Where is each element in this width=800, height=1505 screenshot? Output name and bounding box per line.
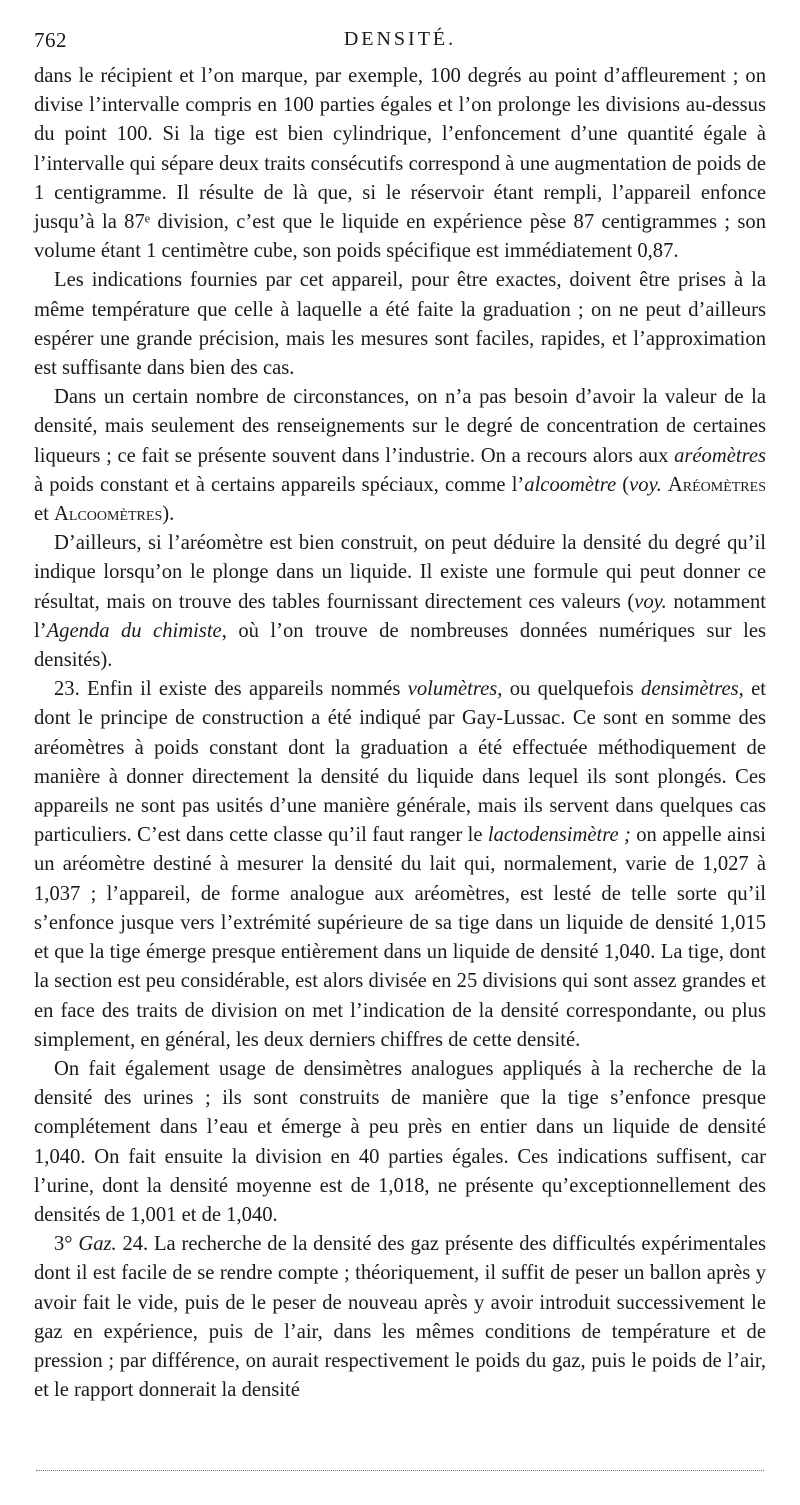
text-run: notamment l’	[34, 590, 766, 642]
text-run: , et dont le principe de construction a été indiqué par Gay-Lussac. Ce sont en somme des aréomètres à poids constant dont la graduation a été effectuée méthodiquement de manière à donner directement la densité du liquide dans lequel ils sont plongés. Ces appareils ne sont pas usités d’une manière générale, mais ils servent dans quelques cas particuliers. C’est dans cette classe qu’il faut ranger le	[34, 678, 766, 847]
cross-reference: Aréomètres	[667, 473, 766, 496]
text-run: 23. Enfin il existe des appareils nommés	[54, 678, 408, 701]
text-run: D’ailleurs, si l’aréomètre est bien construit, on peut déduire la densité du degré qu’il indique lorsqu’on le plonge dans un liquide. Il existe une formule qui peut donner ce résultat, mais on trouve des tables fournissant directement ces valeurs (	[34, 532, 766, 613]
page-number: 762	[34, 28, 67, 52]
text-run: Dans un certain nombre de circonstances, on n’a pas besoin d’avoir la valeur de la densité, mais seulement des renseignements sur le degré de concentration de certaines liqueurs ; ce fait se présente souvent dans l’industrie. On a recours alors aux	[34, 386, 766, 467]
text-run: , où l’on trouve de nombreuses données numériques sur les densités).	[34, 619, 766, 672]
italic-term: alcoomètre	[524, 473, 617, 496]
italic-term: voy.	[634, 590, 667, 613]
paragraph-5	[34, 675, 766, 1055]
paragraph-1: dans le récipient et l’on marque, par exemple, 100 degrés au point d’affleurement ; on divise l’intervalle compris en 100 parties égales et l’on prolonge les divisions au-dessus du point 100. Si la tige est bien cylindrique, l’enfoncement d’une quantité égale à l’intervalle qui sépare deux traits consécutifs correspond à une augmentation de poids de 1 centigramme. Il résulte de là que, si le réservoir étant rempli, l’appareil enfonce jusqu’à la 87ᵉ division, c’est que le liquide en expérience pèse 87 centigrammes ; son volume étant 1 centimètre cube, son poids spécifique est immédiatement 0,87.	[34, 65, 766, 263]
cross-reference: Alcoomètres	[54, 503, 163, 526]
italic-term: lactodensimètre ;	[487, 824, 631, 847]
italic-term: volumètres	[407, 678, 498, 701]
text-run: on appelle ainsi un aréomètre destiné à mesurer la densité du lait qui, normalement, varie de 1,027 à 1,037 ; l’appareil, de forme analogue aux aréomètres, est lesté de telle sorte qu’il s’enfonce jusque vers l’extrémité supérieure de sa tige dans un liquide de densité 1,015 et que la tige émerge presque entièrement dans un liquide de densité 1,040. La tige, dont la section est peu considérable, est alors divisée en 25 divisions qui sont assez grandes et en face des traits de division on met l’indication de la densité correspondante, ou plus simplement, en général, les deux derniers chiffres de cette densité.	[34, 824, 766, 1051]
text-run: , ou quelquefois	[497, 678, 642, 701]
text-run: à poids constant et à certains appareils spéciaux, comme l’	[34, 473, 525, 496]
text-run: (	[616, 473, 630, 496]
italic-term: aréomètres	[674, 444, 766, 467]
text-run: 24. La recherche de la densité des gaz présente des difficultés expérimentales dont il est facile de se rendre compte ; théoriquement, il suffit de peser un ballon après y avoir fait le vide, puis de le peser de nouveau après y avoir introduit successivement le gaz en expérience, puis de l’air, dans les mêmes conditions de température et de pression ; par différence, on aurait respectivement le poids du gaz, puis le poids de l’air, et le rapport donnerait la densité	[34, 1233, 767, 1402]
running-title: DENSITÉ.	[343, 28, 457, 50]
body-text	[34, 62, 766, 1405]
paragraph-7	[34, 1230, 766, 1405]
paragraph-3	[34, 383, 766, 529]
italic-term: densimètres	[641, 678, 739, 701]
section-heading: Gaz.	[78, 1233, 117, 1256]
italic-term: voy.	[629, 473, 662, 496]
text-run: 3°	[54, 1233, 79, 1256]
text-run: ).	[162, 503, 175, 526]
italic-title: Agenda du chimiste	[46, 619, 222, 642]
paragraph-2: Les indications fournies par cet appareil, pour être exactes, doivent être prises à la même température que celle à laquelle a été faite la graduation ; on ne peut d’ailleurs espérer une grande précision, mais les mesures sont faciles, rapides, et l’approximation est suffisante dans bien des cas.	[34, 269, 766, 380]
text-run: et	[34, 503, 55, 526]
paragraph-6: On fait également usage de densimètres analogues appliqués à la recherche de la densité des urines ; ils sont construits de manière que la tige s’enfonce presque complétement dans l’eau et émerge à peu près en entier dans un liquide de densité 1,040. On fait ensuite la division en 40 parties égales. Ces indications suffisent, car l’urine, dont la densité moyenne est de 1,018, ne présente qu’exceptionnellement des densités de 1,001 et de 1,040.	[34, 1057, 766, 1226]
footer-dotted-rule	[36, 1470, 764, 1471]
paragraph-4	[34, 529, 766, 675]
page-header	[34, 28, 766, 54]
